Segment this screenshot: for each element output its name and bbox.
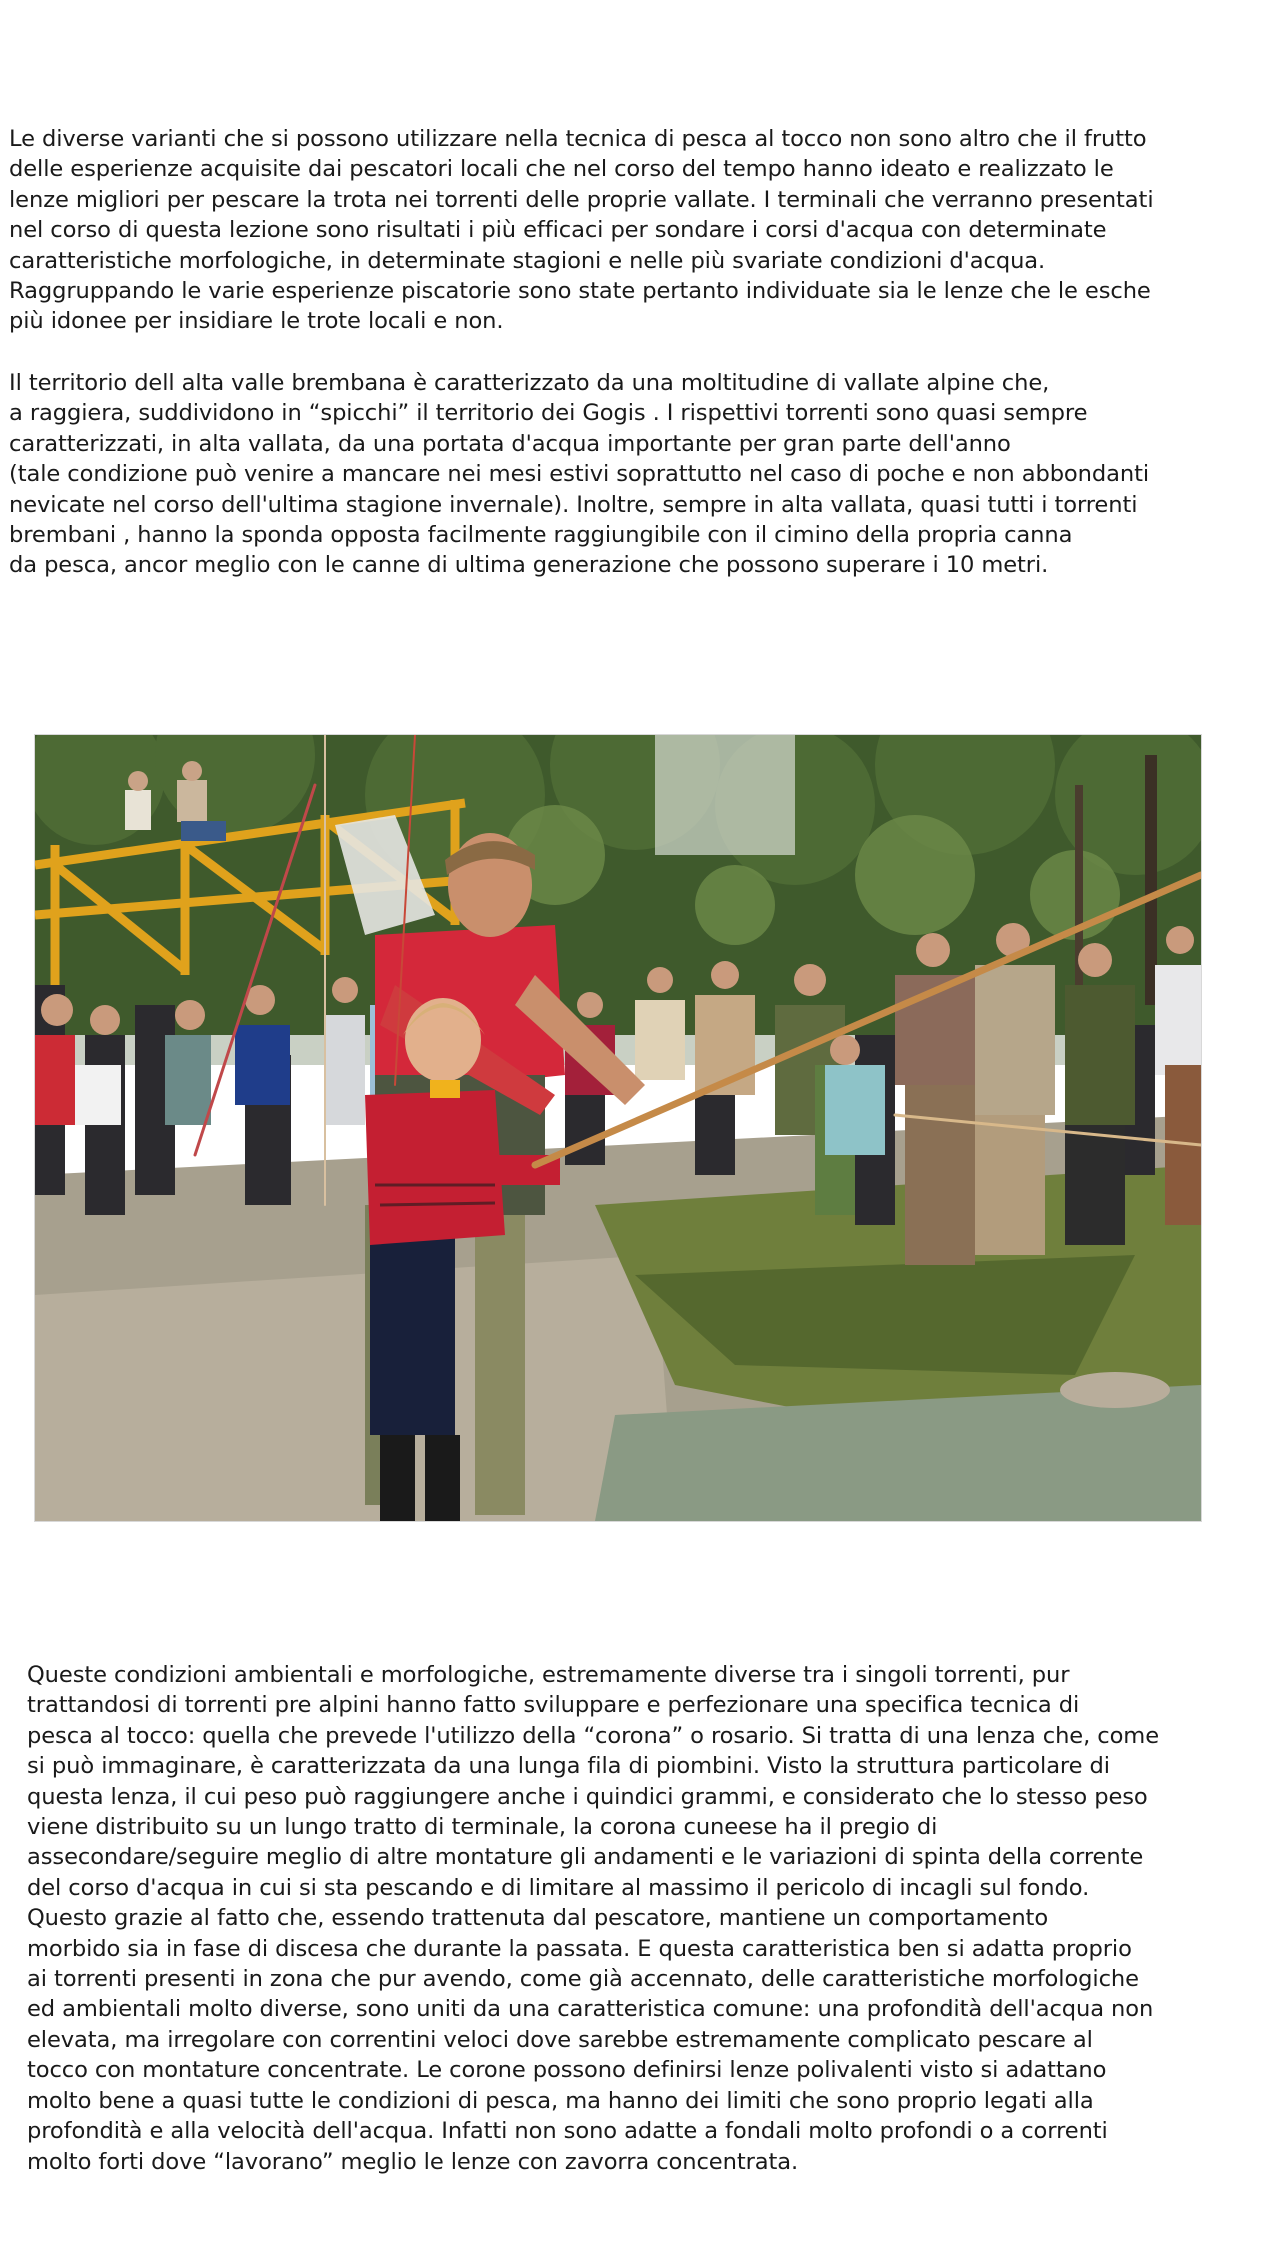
fishing-demonstration-photo	[34, 734, 1202, 1522]
text-line: molto forti dove “lavorano” meglio le lenze con zavorra concentrata.	[27, 2148, 799, 2175]
text-line: Raggruppando le varie esperienze piscatorie sono state pertanto individuate sia le lenze che le esche	[9, 278, 1151, 305]
text-line: si può immaginare, è caratterizzata da una lunga fila di piombini. Visto la struttura particolare di	[27, 1753, 1110, 1780]
text-line: a raggiera, suddividono in “spicchi” il territorio dei Gogis . I rispettivi torrenti sono quasi sempre	[9, 400, 1088, 427]
rock	[1060, 1372, 1170, 1408]
photo-illustration	[35, 735, 1201, 1521]
text-line: trattandosi di torrenti pre alpini hanno fatto sviluppare e perfezionare una specifica tecnica di	[27, 1692, 1080, 1719]
text-line: delle esperienze acquisite dai pescatori locali che nel corso del tempo hanno ideato e realizzato le	[9, 156, 1114, 183]
text-line: nevicate nel corso dell'ultima stagione invernale). Inoltre, sempre in alta vallata, quasi tutti i torrenti	[9, 491, 1138, 518]
text-line: (tale condizione può venire a mancare nei mesi estivi soprattutto nel caso di poche e non abbondanti	[9, 461, 1150, 488]
text-line: Le diverse varianti che si possono utilizzare nella tecnica di pesca al tocco non sono altro che il frutto	[9, 126, 1147, 152]
text-line: Il territorio dell alta valle brembana è caratterizzato da una moltitudine di vallate alpine che,	[9, 370, 1050, 396]
text-line: morbido sia in fase di discesa che durante la passata. E questa caratteristica ben si adatta proprio	[27, 1935, 1132, 1962]
text-line: caratterizzati, in alta vallata, da una portata d'acqua importante per gran parte dell'anno	[9, 430, 1011, 457]
text-line: nel corso di questa lezione sono risultati i più efficaci per sondare i corsi d'acqua con determinate	[9, 217, 1107, 244]
text-line: Questo grazie al fatto che, essendo trattenuta dal pescatore, mantiene un comportamento	[27, 1905, 1049, 1932]
text-line: ai torrenti presenti in zona che pur avendo, come già accennato, delle caratteristiche morfologiche	[27, 1966, 1139, 1993]
gravel-texture	[35, 1255, 675, 1521]
text-line: assecondare/seguire meglio di altre montature gli andamenti e le variazioni di spinta della corrente	[27, 1844, 1144, 1871]
text-line: caratteristiche morfologiche, in determinate stagioni e nelle più svariate condizioni d'acqua.	[9, 247, 1046, 274]
text-line: elevata, ma irregolare con correntini veloci dove sarebbe estremamente complicato pescare al	[27, 2026, 1093, 2053]
text-line: Queste condizioni ambientali e morfologiche, estremamente diverse tra i singoli torrenti, pur	[27, 1662, 1070, 1688]
text-line: ed ambientali molto diverse, sono uniti da una caratteristica comune: una profondità dell'acqua non	[27, 1996, 1154, 2023]
text-line: più idonee per insidiare le trote locali e non.	[9, 308, 504, 335]
sky-gap	[655, 735, 795, 855]
text-line: viene distribuito su un lungo tratto di terminale, la corona cuneese ha il pregio di	[27, 1814, 938, 1841]
text-line: profondità e alla velocità dell'acqua. Infatti non sono adatte a fondali molto profondi o a correnti	[27, 2118, 1108, 2145]
text-line: brembani , hanno la sponda opposta facilmente raggiungibile con il cimino della propria canna	[9, 522, 1073, 549]
territory-paragraph	[9, 368, 1149, 581]
corona-paragraph	[27, 1660, 1159, 2177]
text-line: del corso d'acqua in cui si sta pescando e di limitare al massimo il pericolo di incagli sul fondo.	[27, 1874, 1090, 1901]
intro-paragraph	[9, 124, 1154, 337]
text-line: questa lenza, il cui peso può raggiungere anche i quindici grammi, e considerato che lo stesso peso	[27, 1783, 1148, 1810]
text-line: molto bene a quasi tutte le condizioni di pesca, ma hanno dei limiti che sono proprio legati alla	[27, 2087, 1094, 2114]
text-line: lenze migliori per pescare la trota nei torrenti delle proprie vallate. I terminali che verranno presentati	[9, 186, 1154, 213]
text-line: da pesca, ancor meglio con le canne di ultima generazione che possono superare i 10 metri.	[9, 552, 1049, 579]
text-line: tocco con montature concentrate. Le corone possono definirsi lenze polivalenti visto si adattano	[27, 2057, 1107, 2084]
text-line: pesca al tocco: quella che prevede l'utilizzo della “corona” o rosario. Si tratta di una lenza che, come	[27, 1722, 1160, 1749]
